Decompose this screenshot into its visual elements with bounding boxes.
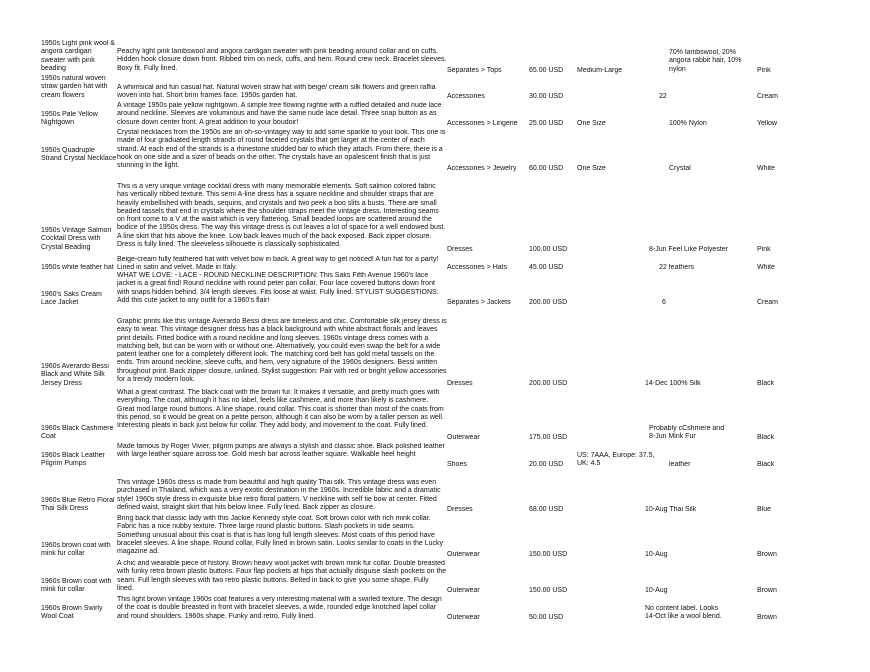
cell-category[interactable]: Accessories bbox=[447, 93, 485, 100]
cell-price[interactable]: 60.00 USD bbox=[529, 165, 564, 172]
cell-description[interactable]: A chic and wearable piece of history. Brown heavy wool jacket with brown mink fur collar. Double breasted with funky retro brown plastic buttons. Faux flap pockets at hips that actually disguise slash pockets on the seam. Full length sleeves with two retro plastic buttons. Belted in back to give you some shape. Fully lined. bbox=[117, 560, 447, 592]
cell-color[interactable]: Cream bbox=[757, 299, 779, 306]
cell-category[interactable]: Separates > Tops bbox=[447, 67, 502, 74]
cell-size[interactable]: US: 7AAA, Europe: 37.5, UK: 4.5 bbox=[577, 452, 655, 468]
cell-color[interactable]: Yellow bbox=[757, 120, 777, 127]
cell-price[interactable]: 175.00 USD bbox=[529, 434, 568, 441]
cell-description[interactable]: Crystal necklaces from the 1950s are an oh-so-vintagey way to add some sparkle to your look. This one is made of four graduated length strands of round faceted crystals that get larger at the center of each strand. At each end of the strands is a rhinestone studded bar to which they attach. From there, there is a hook on one side and a sizer of beads on the other. The crystals have an opalescent finish that is just stunning in the light. bbox=[117, 129, 446, 170]
cell-material[interactable]: 6 bbox=[662, 299, 666, 306]
cell-material[interactable]: Crystal bbox=[669, 165, 691, 172]
cell-name[interactable]: 1960s Blue Retro Floral Thai Silk Dress bbox=[41, 497, 115, 513]
cell-name[interactable]: 1950s Quadruple Strand Crystal Necklace bbox=[41, 147, 117, 163]
cell-category[interactable]: Accessories > Hats bbox=[447, 264, 508, 271]
cell-category[interactable]: Outerwear bbox=[447, 551, 480, 558]
cell-price[interactable]: 200.00 USD bbox=[529, 380, 568, 387]
cell-description[interactable]: A whimsical and fun casual hat. Natural woven straw hat with beige/ cream silk flowers and green raffia woven into hat. Short brim frames face. 1950s garden hat. bbox=[117, 84, 436, 100]
cell-material[interactable]: 10-Aug bbox=[645, 551, 668, 558]
cell-size[interactable]: One Size bbox=[577, 120, 606, 127]
cell-category[interactable]: Shoes bbox=[447, 461, 467, 468]
cell-material[interactable]: 10-Aug bbox=[645, 587, 668, 594]
cell-material[interactable]: Probably cCshmere and 8-Jun Mink Fur bbox=[649, 425, 725, 441]
cell-material[interactable]: 22 bbox=[659, 93, 667, 100]
cell-size[interactable]: Medium-Large bbox=[577, 67, 623, 74]
cell-price[interactable]: 68.00 USD bbox=[529, 506, 564, 513]
cell-color[interactable]: Blue bbox=[757, 506, 772, 513]
cell-name[interactable]: 1950s Light pink wool & angora cardigan sweater with pink beading bbox=[41, 40, 115, 72]
cell-description[interactable]: Bring back that classic lady with this Jackie Kennedy style coat. Soft brown color with rich mink collar. Fabric has a nice nubby texture. Three large round plastic buttons. Slash pockets in side seams. Something unusual about this coat is that is has long full length sleeves. Most coats of this period have bracelet sleeves. A line shape. Round collar, Fully lined in brown satin. Looks similar to coats in the Lucky magazine ad. bbox=[117, 515, 444, 556]
cell-category[interactable]: Dresses bbox=[447, 380, 473, 387]
cell-name[interactable]: 1960s Brown Swirly Wool Coat bbox=[41, 605, 103, 621]
cell-name[interactable]: 1950s Vintage Salmon Cocktail Dress with Crystal Beading bbox=[41, 227, 112, 251]
cell-name[interactable]: 1960s Black Cashmere Coat bbox=[41, 425, 114, 441]
cell-color[interactable]: White bbox=[757, 264, 775, 271]
cell-color[interactable]: Brown bbox=[757, 587, 777, 594]
cell-description[interactable]: This is a very unique vintage cocktail dress with many memorable elements. Soft salmon colored fabric has vertically ribbed texture. This semi A-line dress has a square neckline and shoulder straps that are heavily embellished with beads, sequins, and crystals and two peek a boo slits a busts. There are small beaded tassels that end in crystals where the shoulder straps meet the vintage dress. Interesting seams on front come to a V at the waist which is very flattering. Small beaded loops are scattered around the bodice of the 1950s dress. The way this vintage dress is cut leaves a lot of space for a well endowed bust. A line skirt that hits above the knee. Low back leaves much of the back exposed. Back zipper closure. Dress is fully lined. The sleeveless silhouette is classically sophisticated. bbox=[117, 183, 446, 249]
cell-price[interactable]: 65.00 USD bbox=[529, 67, 564, 74]
cell-name[interactable]: 1950s Pale Yellow Nightgown bbox=[41, 111, 98, 127]
cell-name[interactable]: 1960s Black Leather Pilgrim Pumps bbox=[41, 452, 105, 468]
cell-price[interactable]: 150.00 USD bbox=[529, 551, 568, 558]
cell-name[interactable]: 1950s white feather hat bbox=[41, 264, 114, 271]
cell-description[interactable]: What a great contrast. The black coat with the brown fur. It makes it versatile, and pretty much goes with everything. The coat, although it has no label, feels like cashmere, and more than likely is cashmere. Great mod large round buttons. A line shape, round collar. This coat is shorter than most of the coats from this period, so it would be great on a petite person, although it can also be worn by a taller person as well. Interesting pleats in back just below fur collar. They add body, and movement to the coat. Fully lined. bbox=[117, 389, 444, 430]
cell-name[interactable]: 1960s Brown coat with mink fur collar bbox=[41, 578, 112, 594]
cell-category[interactable]: Outerwear bbox=[447, 614, 480, 621]
cell-description[interactable]: Made famous by Roger Vivier, pilgrim pumps are always a stylish and classic shoe. Black polished leather with large leather square across toe. Gold mesh bar across leather square. Walkable heel height bbox=[117, 443, 445, 459]
cell-color[interactable]: White bbox=[757, 165, 775, 172]
cell-description[interactable]: This vintage 1960s dress is made from beautiful and high quality Thai silk. This vintage dress was even purchased in Thailand, which was a very exotic destination in the 1960s. Incredible fabric and a dramatic style! 1960s style dress in exquisite blue retro floral pattern. V neckline with self tie bow at center. Fitted defined waist, straight skirt that hits below knee. Fully lined. Back zipper as closure. bbox=[117, 479, 441, 511]
cell-description[interactable]: Peachy light pink lambswool and angora cardigan sweater with pink beading around collar and on cuffs. Hidden hook closure down front. Ribbed trim on neck, cuffs, and hem. Round crew neck. Bracelet sleeves. Boxy fit. Fully lined. bbox=[117, 48, 447, 72]
cell-category[interactable]: Separates > Jackets bbox=[447, 299, 511, 306]
cell-material[interactable]: leather bbox=[669, 461, 691, 468]
cell-price[interactable]: 30.00 USD bbox=[529, 93, 564, 100]
cell-color[interactable]: Cream bbox=[757, 93, 779, 100]
cell-price[interactable]: 200.00 USD bbox=[529, 299, 568, 306]
cell-price[interactable]: 20.00 USD bbox=[529, 461, 564, 468]
cell-name[interactable]: 1960s Averardo Bessi Black and White Silk Jersey Dress bbox=[41, 363, 109, 387]
cell-color[interactable]: Pink bbox=[757, 67, 771, 74]
cell-material[interactable]: 70% lambswool, 20% angora rabbit hair, 10% nylon bbox=[669, 49, 742, 73]
cell-price[interactable]: 50.00 USD bbox=[529, 614, 564, 621]
cell-size[interactable]: One Size bbox=[577, 165, 606, 172]
cell-material[interactable]: 14-Dec 100% Silk bbox=[645, 380, 701, 387]
cell-price[interactable]: 100.00 USD bbox=[529, 246, 568, 253]
cell-color[interactable]: Black bbox=[757, 461, 775, 468]
cell-description[interactable]: This light brown vintage 1960s coat features a very interesting material with a swirled texture. The design of the coat is double breasted in front with bracelet sleeves, a wide, rounded edge knotched lapel collar and round shoulders. 1960s shape. Funky and retro. Fully lined. bbox=[117, 596, 442, 620]
cell-price[interactable]: 150.00 USD bbox=[529, 587, 568, 594]
cell-category[interactable]: Dresses bbox=[447, 506, 473, 513]
cell-description[interactable]: A vintage 1950s pale yellow nightgown. A simple free flowing nightie with a ruffled detailed and nude lace around neckline. Sleeves are voluminous and have the same nude lace detail. Three snap button as as closure down center front. A great addition to your boudoir! bbox=[117, 102, 442, 126]
cell-material[interactable]: 22 feathers bbox=[659, 264, 695, 271]
cell-material[interactable]: 8-Jun Feel Like Polyester bbox=[649, 246, 728, 253]
cell-color[interactable]: Black bbox=[757, 380, 775, 387]
cell-name[interactable]: 1960's Saks Cream Lace Jacket bbox=[41, 291, 102, 307]
cell-name[interactable]: 1950s natural woven straw garden hat with cream flowers bbox=[41, 75, 108, 99]
cell-category[interactable]: Outerwear bbox=[447, 587, 480, 594]
cell-color[interactable]: Pink bbox=[757, 246, 771, 253]
cell-name[interactable]: 1960s brown coat with mink fur collar bbox=[41, 542, 111, 558]
cell-category[interactable]: Accessories > Lingerie bbox=[447, 120, 518, 127]
cell-material[interactable]: No content label. Looks 14-Oct like a wool blend. bbox=[645, 605, 722, 621]
cell-description[interactable]: Beige-cream fully feathered hat with velvet bow in back. A great way to get noticed! A fun hat for a party! Lined in satin and velvet. Made in Italy. bbox=[117, 256, 439, 272]
cell-description[interactable]: Graphic prints like this vintage Averardo Bessi dress are timeless and chic. Comfortable silk jersey dress is easy to wear. This vintage designer dress has a black background with white abstract florals and leaves print details. Fitted bodice with a round neckline and long sleeves. 1960s vintage dress comes with a matching belt, but can be worn with or without one. Alternatively, you could even swap the belt for a wide patent leather one for a completely different look. The matching cord belt has gold metal tassels on the ends. Trim around neckline, sleeve cuffs, and hem, very signature of the 1960s designers. Bessi written throughout print. Back zipper closure, unlined. Stylist suggestion: Pair with red or bright yellow accessories for a trendy modern look. bbox=[117, 318, 447, 384]
cell-price[interactable]: 45.00 USD bbox=[529, 264, 564, 271]
cell-price[interactable]: 25.00 USD bbox=[529, 120, 564, 127]
cell-category[interactable]: Accessories > Jewelry bbox=[447, 165, 517, 172]
cell-color[interactable]: Black bbox=[757, 434, 775, 441]
cell-description[interactable]: WHAT WE LOVE: - LACE - ROUND NECKLINE DESCRIPTION: This Saks Fifth Avenue 1960's lace jacket is a great find! Round neckline with round peter pan collar. Four lace covered buttons down front with snaps hidden behind. 3/4 length sleeves. Fits loose at waist. Fully lined. STYLIST SUGGESTIONS: Add this cute jacket to any outfit for a 1960's flair! bbox=[117, 272, 439, 304]
cell-color[interactable]: Brown bbox=[757, 614, 777, 621]
cell-category[interactable]: Dresses bbox=[447, 246, 473, 253]
cell-material[interactable]: 10-Aug Thai Silk bbox=[645, 506, 697, 513]
cell-category[interactable]: Outerwear bbox=[447, 434, 480, 441]
cell-material[interactable]: 100% Nylon bbox=[669, 120, 707, 127]
cell-color[interactable]: Brown bbox=[757, 551, 777, 558]
